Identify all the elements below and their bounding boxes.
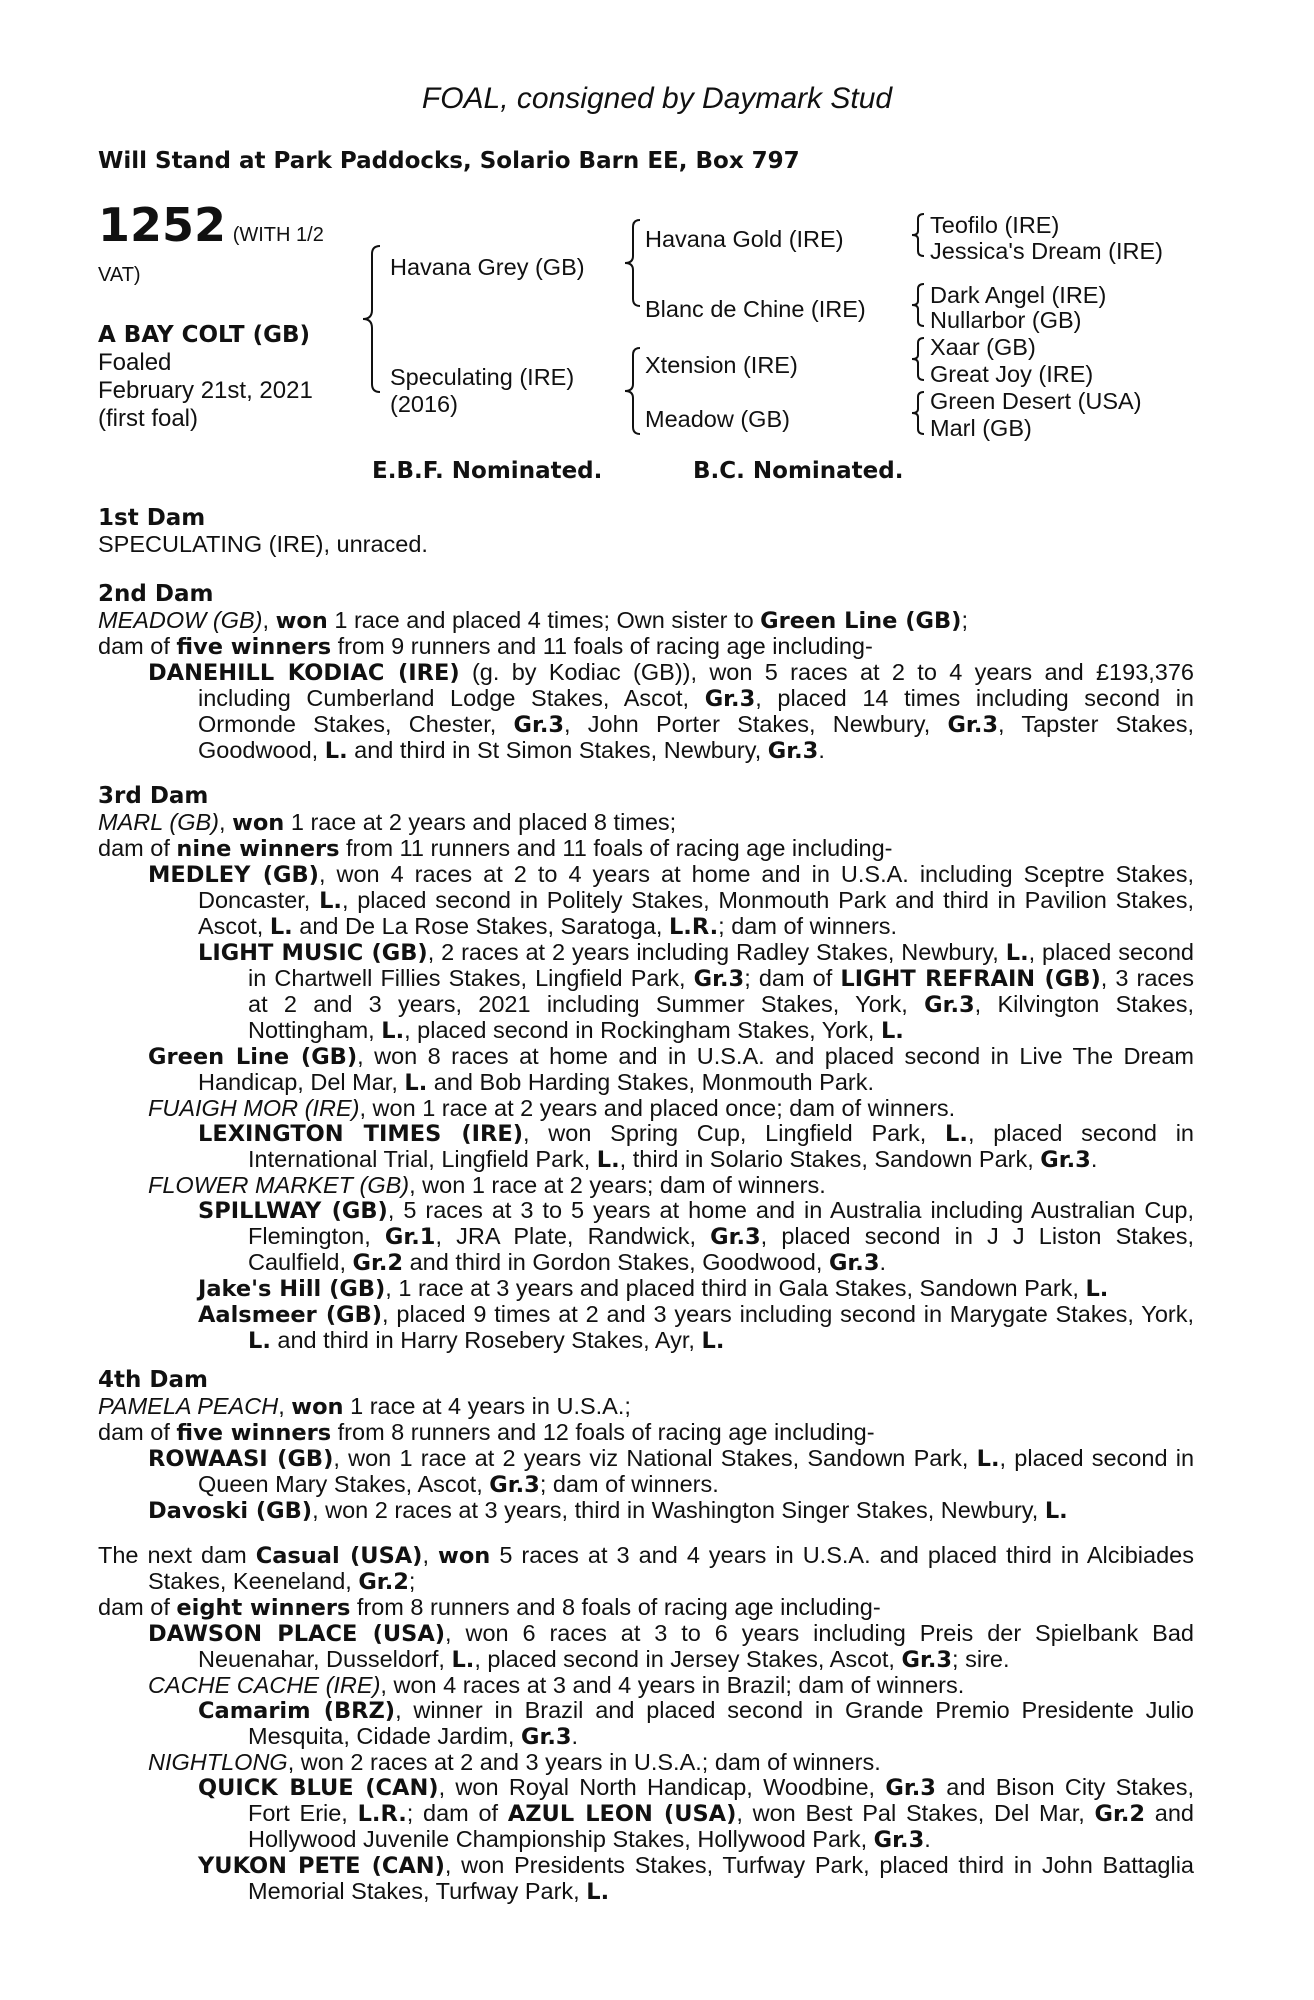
progeny-entry: ROWAASI (GB), won 1 race at 2 years viz National Stakes, Sandown Park, L., placed second in Queen Mary Stakes, Ascot, Gr.3; dam of winners. [148, 1445, 1195, 1498]
progeny-entry: LEXINGTON TIMES (IRE), won Spring Cup, Lingfield Park, L., placed second in International Trial, Lingfield Park, L., third in Solario Stakes, Sandown Park, Gr.3. [198, 1120, 1194, 1173]
pedigree-sire: Havana Grey (GB) [390, 254, 585, 280]
pedigree-dam-sire: Xtension (IRE) [645, 352, 798, 378]
progeny-entry: NIGHTLONG, won 2 races at 2 and 3 years in U.S.A.; dam of winners. [148, 1749, 881, 1775]
progeny-entry: DAWSON PLACE (USA), won 6 races at 3 to 6 years including Preis der Spielbank Bad Neuenahar, Dusseldorf, L., placed second in Jersey Stakes, Ascot, Gr.3; sire. [148, 1620, 1194, 1673]
page-title: FOAL, consigned by Daymark Stud [421, 82, 893, 115]
progeny-entry: QUICK BLUE (CAN), won Royal North Handicap, Woodbine, Gr.3 and Bison City Stakes, Fort Erie, L.R.; dam of AZUL LEON (USA), won Best Pal Stakes, Del Mar, Gr.2 and Hollywood Juvenile Championship Stakes, Hollywood Park, Gr.3. [198, 1774, 1195, 1853]
progeny-entry: Davoski (GB), won 2 races at 3 years, third in Washington Singer Stakes, Newbury, L. [148, 1497, 1068, 1524]
foal-note: (first foal) [98, 405, 199, 432]
pedigree-brace-dam [622, 346, 642, 436]
third-dam-heading: 3rd Dam [98, 783, 209, 809]
pedigree-ssd: Jessica's Dream (IRE) [930, 238, 1163, 264]
progeny-entry: Green Line (GB), won 8 races at home and in U.S.A. and placed second in Live The Dream Handicap, Del Mar, L. and Bob Harding Stakes, Monmouth Park. [148, 1043, 1195, 1096]
vat-note-cont: VAT) [98, 264, 141, 286]
third-dam-section [98, 784, 1194, 1354]
pedigree-sire-dam: Blanc de Chine (IRE) [645, 296, 866, 322]
foaled-label: Foaled [98, 349, 172, 376]
progeny-entry: CACHE CACHE (IRE), won 4 races at 3 and 4 years in Brazil; dam of winners. [148, 1672, 965, 1698]
progeny-entry: DANEHILL KODIAC (IRE) (g. by Kodiac (GB)), won 5 races at 2 to 4 years and £193,376 including Cumberland Lodge Stakes, Ascot, Gr.3, placed 14 times including second in Ormonde Stakes, Chester, Gr.3, John Porter Stakes, Newbury, Gr.3, Tapster Stakes, Goodwood, L. and third in St Simon Stakes, Newbury, Gr.3. [148, 659, 1194, 764]
second-dam-heading: 2nd Dam [98, 581, 214, 607]
sale-location: Will Stand at Park Paddocks, Solario Barn EE, Box 797 [98, 148, 800, 174]
fourth-dam-section [98, 1368, 1194, 1524]
first-dam-section [98, 506, 1194, 557]
foaled-date: February 21st, 2021 [98, 377, 313, 404]
ebf-nominated: E.B.F. Nominated. [372, 458, 603, 484]
pedigree-brace-sd [910, 282, 926, 328]
horse-name: A BAY COLT (GB) [98, 322, 311, 348]
bc-nominated: B.C. Nominated. [693, 458, 904, 484]
progeny-entry: Jake's Hill (GB), 1 race at 3 years and placed third in Gala Stakes, Sandown Park, L. [198, 1275, 1109, 1302]
pedigree-sds: Dark Angel (IRE) [930, 282, 1107, 308]
progeny-entry: Aalsmeer (GB), placed 9 times at 2 and 3 years including second in Marygate Stakes, York, L. and third in Harry Rosebery Stakes, Ayr, L. [198, 1301, 1194, 1354]
progeny-entry: LIGHT MUSIC (GB), 2 races at 2 years including Radley Stakes, Newbury, L., placed second in Chartwell Fillies Stakes, Lingfield Park, Gr.3; dam of LIGHT REFRAIN (GB), 3 races at 2 and 3 years, 2021 including Summer Stakes, York, Gr.3, Kilvington Stakes, Nottingham, L., placed second in Rockingham Stakes, York, L. [198, 939, 1195, 1044]
third-dam-line2: dam of nine winners from 11 runners and 11 foals of racing age including- [98, 835, 893, 862]
pedigree-dds: Green Desert (USA) [930, 388, 1142, 414]
pedigree-sdd: Nullarbor (GB) [930, 307, 1082, 333]
lot-info [98, 198, 324, 433]
pedigree-brace-ss [910, 212, 926, 258]
progeny-entry: YUKON PETE (CAN), won Presidents Stakes, Turfway Park, placed third in John Battaglia Memorial Stakes, Turfway Park, L. [198, 1852, 1194, 1905]
first-dam-heading: 1st Dam [98, 505, 206, 531]
vat-note: (WITH 1/2 [232, 224, 324, 246]
lot-number: 1252 [98, 198, 227, 252]
fourth-dam-heading: 4th Dam [98, 1367, 208, 1393]
pedigree-brace-dd [910, 390, 926, 436]
next-dam-line2: dam of eight winners from 8 runners and 8 foals of racing age including- [98, 1594, 881, 1621]
pedigree-dam-dam: Meadow (GB) [645, 406, 790, 432]
pedigree-ddd: Marl (GB) [930, 415, 1032, 441]
fourth-dam-line1: PAMELA PEACH, won 1 race at 4 years in U.S.A.; [98, 1393, 631, 1420]
pedigree-dsd: Great Joy (IRE) [930, 361, 1094, 387]
pedigree-brace-main [360, 244, 382, 394]
second-dam-section [98, 582, 1194, 764]
progeny-entry: FLOWER MARKET (GB), won 1 race at 2 years; dam of winners. [148, 1172, 826, 1198]
pedigree-sire-sire: Havana Gold (IRE) [645, 226, 844, 252]
fourth-dam-line2: dam of five winners from 8 runners and 12 foals of racing age including- [98, 1419, 875, 1446]
pedigree-dss: Xaar (GB) [930, 334, 1036, 360]
progeny-entry: SPILLWAY (GB), 5 races at 3 to 5 years at home and in Australia including Australian Cup, Flemington, Gr.1, JRA Plate, Randwick, Gr.3, placed second in J J Liston Stakes, Caulfield, Gr.2 and third in Gordon Stakes, Goodwood, Gr.3. [198, 1197, 1194, 1276]
pedigree-brace-ds [910, 336, 926, 382]
pedigree-brace-sire [622, 218, 642, 308]
next-dam-section [98, 1543, 1194, 1905]
pedigree-sss: Teofilo (IRE) [930, 212, 1060, 238]
second-dam-line1: MEADOW (GB), won 1 race and placed 4 times; Own sister to Green Line (GB); [98, 607, 968, 634]
next-dam-line1: The next dam Casual (USA), won 5 races at 3 and 4 years in U.S.A. and placed third in Alcibiades Stakes, Keeneland, Gr.2; [98, 1542, 1194, 1595]
pedigree-dam-year: (2016) [390, 391, 458, 417]
first-dam-text: SPECULATING (IRE), unraced. [98, 531, 428, 557]
third-dam-line1: MARL (GB), won 1 race at 2 years and placed 8 times; [98, 809, 677, 836]
progeny-entry: FUAIGH MOR (IRE), won 1 race at 2 years and placed once; dam of winners. [148, 1095, 956, 1121]
pedigree-dam: Speculating (IRE) [390, 364, 575, 390]
second-dam-line2: dam of five winners from 9 runners and 11 foals of racing age including- [98, 633, 873, 660]
progeny-entry: MEDLEY (GB), won 4 races at 2 to 4 years at home and in U.S.A. including Sceptre Stakes, Doncaster, L., placed second in Politely Stakes, Monmouth Park and third in Pavilion Stakes, Ascot, L. and De La Rose Stakes, Saratoga, L.R.; dam of winners. [148, 861, 1194, 940]
progeny-entry: Camarim (BRZ), winner in Brazil and placed second in Grande Premio Presidente Julio Mesquita, Cidade Jardim, Gr.3. [198, 1697, 1194, 1750]
